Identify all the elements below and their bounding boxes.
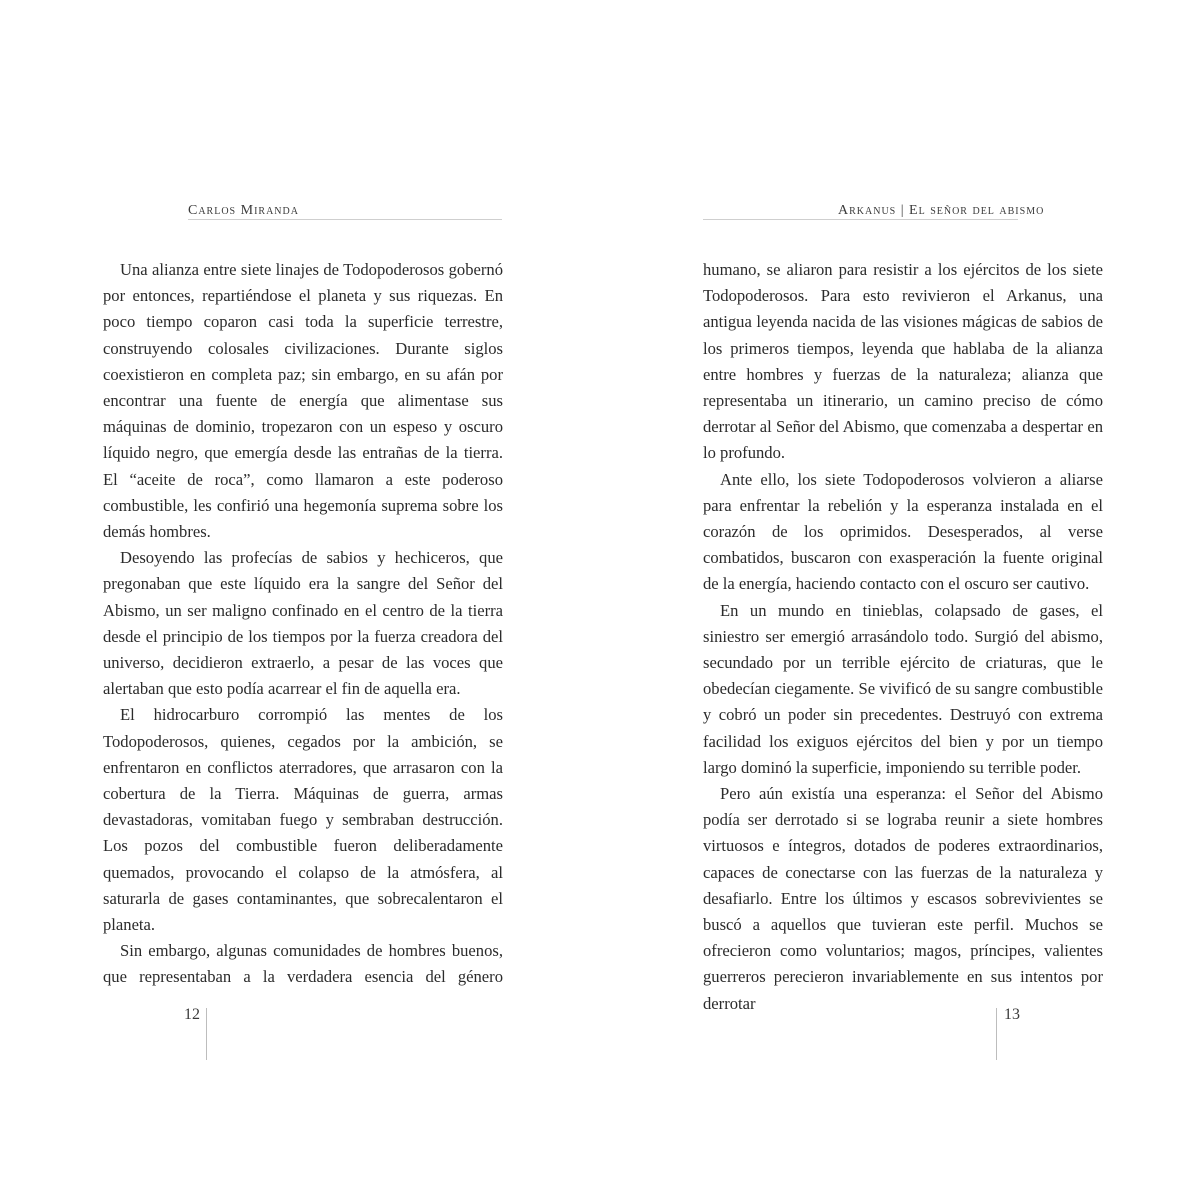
paragraph: Pero aún existía una esperanza: el Señor del Abismo podía ser derrotado si se lograba reunir a siete hombres virtuosos e íntegros, dotados de poderes extraordinarios, capaces de conectarse con las fuerzas de la naturaleza y desafiarlo. Entre los últimos y escasos sobrevivientes se buscó a aquellos que tuvieran este perfil. Muchos se ofrecieron como voluntarios; magos, príncipes, valientes guerreros perecieron invariablemente en sus intentos por derrotar [703,784,1103,1013]
paragraph: Desoyendo las profecías de sabios y hechiceros, que pregonaban que este líquido era la sangre del Señor del Abismo, un ser maligno confinado en el centro de la tierra desde el principio de los tiempos por la fuerza creadora del universo, decidieron extraerlo, a pesar de las voces que alertaban que esto podía acarrear el fin de aquella era. [103,548,503,699]
folio-rule [996,1008,997,1060]
paragraph: Ante ello, los siete Todopoderosos volvieron a aliarse para enfrentar la rebelión y la esperanza instalada en el corazón de los oprimidos. Desesperados, al verse combatidos, buscaron con exasperación la fuente original de la energía, haciendo contacto con el oscuro ser cautivo. [703,469,1103,594]
body-text [703,257,1103,1017]
paragraph: En un mundo en tinieblas, colapsado de gases, el siniestro ser emergió arrasándolo todo. Surgió del abismo, secundado por un terrible ejército de criaturas, que le obedecían ciegamente. Se vivificó de su sangre combustible y cobró un poder sin precedentes. Destruyó con extrema facilidad los exiguos ejércitos del bien y por un tiempo largo dominó la superficie, imponiendo su terrible poder. [703,600,1103,777]
page-number: 12 [184,1006,200,1023]
header-rule [703,219,1018,220]
header-rule [188,219,502,220]
body-text [103,257,503,991]
paragraph: Sin embargo, algunas comunidades de hombres buenos, que representaban a la verdadera esencia del género [103,941,503,987]
paragraph: Una alianza entre siete linajes de Todopoderosos gobernó por entonces, repartiéndose el planeta y sus riquezas. En poco tiempo coparon casi toda la superficie terrestre, construyendo colosales civilizaciones. Durante siglos coexistieron en completa paz; sin embargo, en su afán por encontrar una fuente de energía que alimentase sus máquinas de dominio, tropezaron con un espeso y oscuro líquido negro, que emergía desde las entrañas de la tierra. El “aceite de roca”, como llamaron a este poderoso combustible, les confirió una hegemonía suprema sobre los demás hombres. [103,260,503,542]
running-head-title: Arkanus | El señor del abismo [838,203,1045,218]
right-page [600,0,1200,1200]
folio-rule [206,1008,207,1060]
page-number: 13 [1004,1006,1020,1023]
running-head-author: Carlos Miranda [188,203,299,218]
paragraph: El hidrocarburo corrompió las mentes de los Todopoderosos, quienes, cegados por la ambición, se enfrentaron en conflictos aterradores, que arrasaron con la cobertura de la Tierra. Máquinas de guerra, armas devastadoras, vomitaban fuego y sembraban destrucción. Los pozos del combustible fueron deliberadamente quemados, provocando el colapso de la atmósfera, al saturarla de gases contaminantes, que sobrecalentaron el planeta. [103,705,503,935]
paragraph: humano, se aliaron para resistir a los ejércitos de los siete Todopoderosos. Para esto revivieron el Arkanus, una antigua leyenda nacida de las visiones mágicas de sabios de los primeros tiempos, leyenda que hablaba de la alianza entre hombres y fuerzas de la naturaleza; alianza que representaba un itinerario, un camino preciso de cómo derrotar al Señor del Abismo, que comenzaba a despertar en lo profundo. [703,260,1103,463]
